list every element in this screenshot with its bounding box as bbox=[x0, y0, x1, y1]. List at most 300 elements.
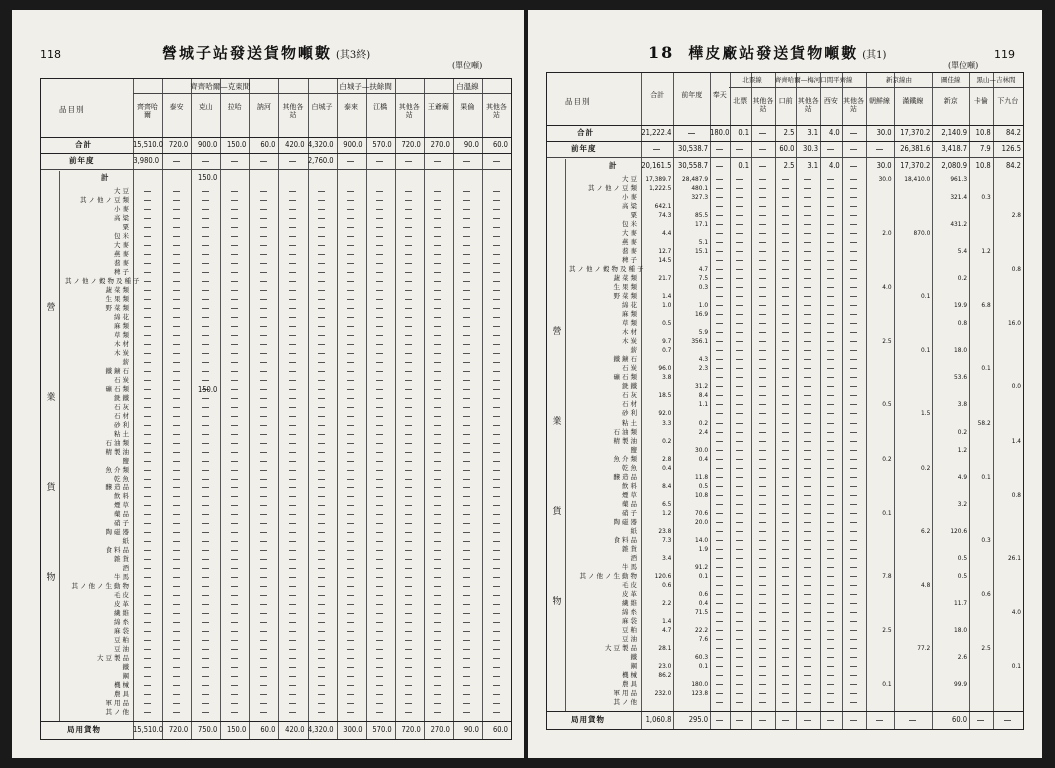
right-empty-cell bbox=[716, 215, 723, 216]
left-empty-cell bbox=[347, 479, 354, 480]
left-value-cell: 720.0 bbox=[401, 140, 421, 149]
right-item-label: 小麥 bbox=[622, 193, 639, 201]
left-empty-cell bbox=[405, 470, 412, 471]
left-empty-cell bbox=[347, 308, 354, 309]
left-empty-cell bbox=[376, 227, 383, 228]
left-empty-cell bbox=[347, 434, 354, 435]
left-empty-cell bbox=[376, 245, 383, 246]
left-empty-cell bbox=[144, 236, 151, 237]
right-empty-cell bbox=[827, 323, 834, 324]
right-empty-cell bbox=[736, 531, 743, 532]
left-empty-cell bbox=[202, 649, 209, 650]
right-side-label: 業 bbox=[552, 417, 562, 427]
left-empty-cell bbox=[173, 658, 180, 659]
left-empty-cell bbox=[434, 353, 441, 354]
right-empty-cell bbox=[827, 540, 834, 541]
left-empty-cell bbox=[202, 191, 209, 192]
left-empty-cell bbox=[405, 595, 412, 596]
left-col-divider bbox=[162, 79, 163, 739]
left-value-cell: 420.0 bbox=[285, 140, 305, 149]
left-empty-cell bbox=[493, 227, 500, 228]
left-empty-cell bbox=[289, 308, 296, 309]
left-empty-cell bbox=[463, 290, 470, 291]
right-empty-cell bbox=[716, 612, 723, 613]
left-empty-cell bbox=[202, 676, 209, 677]
right-item-label: 草類 bbox=[622, 319, 639, 328]
right-value-cell: 6.8 bbox=[981, 301, 991, 310]
right-empty-cell bbox=[804, 648, 811, 649]
right-empty-cell bbox=[716, 314, 723, 315]
right-empty-cell bbox=[782, 513, 789, 514]
right-empty-cell bbox=[827, 242, 834, 243]
right-empty-cell bbox=[759, 404, 766, 405]
left-item-label: 粘土 bbox=[114, 429, 131, 438]
left-empty-cell bbox=[463, 272, 470, 273]
left-empty-cell bbox=[434, 461, 441, 462]
right-empty-cell bbox=[782, 540, 789, 541]
right-item-label: 木炭 bbox=[622, 337, 639, 346]
right-value-cell: 7.6 bbox=[698, 634, 709, 643]
left-empty-cell bbox=[202, 371, 209, 372]
left-empty-cell bbox=[318, 272, 325, 273]
left-empty-cell bbox=[202, 236, 209, 237]
left-empty-cell bbox=[231, 541, 238, 542]
left-empty-cell bbox=[260, 416, 267, 417]
left-empty-cell bbox=[347, 362, 354, 363]
left-empty-cell bbox=[144, 389, 151, 390]
right-value-cell: 30,538.7 bbox=[678, 144, 709, 153]
left-column-header: 泰安 bbox=[169, 103, 184, 111]
left-empty-cell bbox=[231, 434, 238, 435]
right-empty-cell bbox=[759, 314, 766, 315]
right-empty-cell bbox=[804, 567, 811, 568]
left-empty-cell bbox=[463, 380, 470, 381]
right-col-divider bbox=[775, 73, 776, 729]
right-empty-cell bbox=[850, 702, 857, 703]
right-empty-cell bbox=[736, 323, 743, 324]
left-empty-cell bbox=[493, 568, 500, 569]
right-item-label: 鐵鑛石 bbox=[613, 355, 639, 364]
right-empty-cell bbox=[736, 332, 743, 333]
left-empty-cell bbox=[289, 335, 296, 336]
left-empty-cell bbox=[173, 622, 180, 623]
left-empty-cell bbox=[202, 559, 209, 560]
right-empty-cell bbox=[782, 314, 789, 315]
right-value-cell: 30.0 bbox=[878, 175, 892, 183]
left-empty-cell bbox=[434, 416, 441, 417]
left-empty-cell bbox=[289, 604, 296, 605]
left-page-title bbox=[162, 42, 370, 63]
right-value-cell: 16.0 bbox=[1007, 319, 1021, 328]
left-item-label: 石炭 bbox=[114, 375, 131, 384]
left-empty-cell bbox=[405, 218, 412, 219]
right-empty-cell bbox=[736, 359, 743, 360]
right-empty-cell bbox=[716, 423, 723, 424]
right-value-cell: 2.6 bbox=[957, 652, 968, 661]
left-empty-cell bbox=[405, 487, 412, 488]
left-empty-cell bbox=[202, 317, 209, 318]
right-empty-cell bbox=[716, 495, 723, 496]
right-empty-cell bbox=[759, 450, 766, 451]
right-empty-cell bbox=[759, 513, 766, 514]
left-empty-cell bbox=[231, 514, 238, 515]
right-value-cell: 0.5 bbox=[662, 319, 672, 328]
right-empty-cell bbox=[827, 386, 834, 387]
left-empty-cell bbox=[347, 667, 354, 668]
left-item-label: 綿糸 bbox=[114, 618, 131, 627]
right-empty-cell bbox=[850, 666, 857, 667]
right-empty-cell bbox=[782, 549, 789, 550]
left-empty-cell bbox=[231, 236, 238, 237]
left-empty-cell bbox=[260, 532, 267, 533]
right-empty-cell bbox=[850, 522, 857, 523]
left-empty-cell bbox=[318, 640, 325, 641]
left-empty-cell bbox=[463, 559, 470, 560]
left-empty-cell bbox=[144, 452, 151, 453]
left-item-label: 生果類 bbox=[105, 294, 131, 303]
right-empty-cell bbox=[736, 188, 743, 189]
right-row-divider bbox=[547, 141, 1023, 142]
left-empty-cell bbox=[260, 541, 267, 542]
left-value-cell: 750.0 bbox=[197, 725, 218, 734]
left-empty-cell bbox=[347, 281, 354, 282]
right-value-cell: 2,080.9 bbox=[941, 161, 968, 170]
right-empty-cell bbox=[736, 459, 743, 460]
right-empty-cell bbox=[736, 242, 743, 243]
left-empty-cell bbox=[318, 308, 325, 309]
left-empty-cell bbox=[144, 254, 151, 255]
left-empty-cell bbox=[260, 344, 267, 345]
right-value-cell: 15.1 bbox=[695, 247, 709, 256]
left-item-label: 蔬菜類 bbox=[105, 285, 131, 294]
left-column-header: 拉哈 bbox=[227, 103, 242, 111]
right-empty-cell bbox=[782, 459, 789, 460]
left-empty-cell bbox=[405, 550, 412, 551]
right-empty-cell bbox=[850, 305, 857, 306]
left-empty-cell bbox=[289, 613, 296, 614]
left-empty-cell bbox=[434, 335, 441, 336]
left-empty-cell bbox=[260, 308, 267, 309]
right-value-cell: 16.9 bbox=[695, 310, 709, 319]
left-empty-cell bbox=[376, 568, 383, 569]
left-empty-cell bbox=[405, 191, 412, 192]
right-item-label: 雜貨 bbox=[622, 544, 639, 553]
left-value-cell: 4,320.0 bbox=[307, 725, 334, 734]
right-item-label: 煙草 bbox=[622, 490, 639, 499]
right-empty-cell bbox=[782, 287, 789, 288]
left-item-label: 飲料 bbox=[114, 492, 131, 501]
left-empty-cell bbox=[376, 505, 383, 506]
left-empty-cell bbox=[231, 452, 238, 453]
right-empty-cell bbox=[850, 287, 857, 288]
left-empty-cell bbox=[144, 362, 151, 363]
right-empty-cell bbox=[736, 287, 743, 288]
right-empty-cell bbox=[804, 522, 811, 523]
right-empty-cell bbox=[850, 504, 857, 505]
right-item-label: 石油類 bbox=[613, 427, 639, 436]
right-empty-cell bbox=[827, 314, 834, 315]
left-empty-cell bbox=[493, 263, 500, 264]
left-empty-cell bbox=[231, 703, 238, 704]
right-empty-cell bbox=[736, 477, 743, 478]
right-group-underline bbox=[932, 87, 969, 88]
right-empty-cell bbox=[759, 197, 766, 198]
right-empty-cell bbox=[759, 242, 766, 243]
right-value-cell: 26.1 bbox=[1007, 553, 1021, 562]
left-value-cell: 2,760.0 bbox=[307, 156, 334, 165]
left-empty-cell bbox=[405, 326, 412, 327]
right-empty-cell bbox=[782, 468, 789, 469]
left-empty-cell bbox=[463, 452, 470, 453]
right-col-divider bbox=[842, 73, 843, 729]
left-empty-cell bbox=[144, 371, 151, 372]
right-value-cell: 642.1 bbox=[654, 202, 672, 211]
right-value-cell: 4.0 bbox=[828, 161, 840, 170]
right-empty-cell bbox=[827, 684, 834, 685]
left-empty-cell bbox=[434, 622, 441, 623]
right-empty-cell bbox=[736, 251, 743, 252]
right-empty-cell bbox=[716, 666, 723, 667]
left-empty-cell bbox=[231, 461, 238, 462]
left-empty-cell bbox=[289, 703, 296, 704]
left-column-header: 白城子 bbox=[311, 103, 333, 111]
left-value-cell: 270.0 bbox=[430, 725, 450, 734]
right-value-cell: 17,389.7 bbox=[645, 175, 672, 183]
right-item-label: 鐵 bbox=[630, 652, 639, 661]
right-empty-cell bbox=[736, 269, 743, 270]
right-empty-cell bbox=[716, 531, 723, 532]
left-item-divider bbox=[59, 171, 60, 721]
right-value-cell: 0.5 bbox=[957, 571, 968, 580]
right-empty-cell bbox=[759, 657, 766, 658]
left-empty-cell bbox=[231, 550, 238, 551]
left-empty-cell bbox=[231, 218, 238, 219]
left-empty-cell bbox=[173, 407, 180, 408]
right-empty-cell bbox=[759, 341, 766, 342]
left-empty-cell bbox=[144, 200, 151, 201]
right-value-cell: 232.0 bbox=[654, 689, 672, 697]
left-side-label: 物 bbox=[46, 573, 56, 583]
left-empty-cell bbox=[144, 308, 151, 309]
left-empty-cell bbox=[463, 254, 470, 255]
right-value-cell: 3.2 bbox=[957, 499, 968, 508]
right-empty-cell bbox=[782, 404, 789, 405]
right-empty-cell bbox=[850, 459, 857, 460]
left-empty-cell bbox=[405, 604, 412, 605]
left-empty-cell bbox=[289, 218, 296, 219]
right-empty-cell bbox=[759, 215, 766, 216]
left-empty-cell bbox=[463, 335, 470, 336]
right-value-cell: 19.9 bbox=[954, 301, 968, 310]
right-value-cell: 2.3 bbox=[698, 364, 709, 373]
left-empty-cell bbox=[347, 694, 354, 695]
left-empty-cell bbox=[405, 272, 412, 273]
right-empty-cell bbox=[716, 477, 723, 478]
left-empty-cell bbox=[463, 667, 470, 668]
left-empty-cell bbox=[493, 541, 500, 542]
left-empty-cell bbox=[289, 362, 296, 363]
right-empty-cell bbox=[716, 648, 723, 649]
right-empty-cell bbox=[804, 603, 811, 604]
left-empty-cell bbox=[318, 362, 325, 363]
left-empty-cell bbox=[434, 496, 441, 497]
left-empty-cell bbox=[434, 344, 441, 345]
left-empty-cell bbox=[463, 317, 470, 318]
right-value-cell: 2.4 bbox=[698, 427, 709, 436]
left-empty-cell bbox=[289, 631, 296, 632]
left-empty-cell bbox=[289, 550, 296, 551]
left-value-cell: 570.0 bbox=[372, 725, 392, 734]
right-empty-cell bbox=[759, 675, 766, 676]
right-empty-cell bbox=[782, 477, 789, 478]
left-empty-cell bbox=[318, 694, 325, 695]
right-value-cell: 1.1 bbox=[698, 400, 709, 409]
right-empty-cell bbox=[827, 413, 834, 414]
right-value-cell: 1,060.8 bbox=[645, 715, 672, 724]
left-empty-cell bbox=[376, 398, 383, 399]
left-empty-cell bbox=[376, 272, 383, 273]
left-empty-cell bbox=[434, 326, 441, 327]
left-empty-cell bbox=[405, 299, 412, 300]
left-empty-cell bbox=[318, 443, 325, 444]
left-empty-cell bbox=[347, 299, 354, 300]
right-item-label: 石灰 bbox=[622, 391, 639, 400]
right-empty-cell bbox=[736, 585, 743, 586]
left-empty-cell bbox=[463, 640, 470, 641]
right-value-cell: 0.2 bbox=[921, 463, 931, 472]
right-item-label: 鋼 bbox=[630, 661, 639, 670]
right-empty-cell bbox=[716, 558, 723, 559]
right-empty-cell bbox=[716, 166, 723, 167]
right-empty-cell bbox=[827, 404, 834, 405]
right-empty-cell bbox=[759, 486, 766, 487]
right-empty-cell bbox=[804, 459, 811, 460]
right-empty-cell bbox=[716, 450, 723, 451]
right-value-cell: 0.2 bbox=[662, 436, 672, 445]
right-empty-cell bbox=[804, 395, 811, 396]
left-empty-cell bbox=[289, 640, 296, 641]
right-empty-cell bbox=[759, 206, 766, 207]
left-empty-cell bbox=[318, 353, 325, 354]
left-empty-cell bbox=[347, 245, 354, 246]
left-empty-cell bbox=[434, 658, 441, 659]
right-empty-cell bbox=[716, 350, 723, 351]
right-value-cell: 0.2 bbox=[882, 454, 892, 463]
left-empty-cell bbox=[376, 631, 383, 632]
left-value-cell: 420.0 bbox=[285, 725, 305, 734]
right-empty-cell bbox=[736, 603, 743, 604]
left-empty-cell bbox=[202, 541, 209, 542]
left-empty-cell bbox=[347, 595, 354, 596]
left-empty-cell bbox=[260, 434, 267, 435]
right-item-label: 乾魚 bbox=[622, 463, 639, 472]
left-empty-cell bbox=[318, 479, 325, 480]
right-value-cell: 4.0 bbox=[1011, 607, 1021, 616]
right-value-cell: 2.8 bbox=[662, 454, 672, 463]
left-empty-cell bbox=[260, 676, 267, 677]
right-empty-cell bbox=[736, 693, 743, 694]
right-value-cell: 8.4 bbox=[662, 481, 672, 490]
left-empty-cell bbox=[144, 398, 151, 399]
right-empty-cell bbox=[782, 413, 789, 414]
right-item-label: 石材 bbox=[622, 400, 639, 409]
right-empty-cell bbox=[736, 305, 743, 306]
left-empty-cell bbox=[434, 712, 441, 713]
right-value-cell: 5.9 bbox=[698, 328, 709, 337]
left-empty-cell bbox=[347, 703, 354, 704]
left-group-underline bbox=[424, 93, 511, 94]
left-empty-cell bbox=[318, 461, 325, 462]
right-empty-cell bbox=[782, 486, 789, 487]
right-empty-cell bbox=[736, 233, 743, 234]
left-empty-cell bbox=[173, 604, 180, 605]
left-empty-cell bbox=[144, 290, 151, 291]
left-empty-cell bbox=[289, 263, 296, 264]
right-empty-cell bbox=[759, 296, 766, 297]
left-empty-cell bbox=[463, 191, 470, 192]
right-empty-cell bbox=[759, 702, 766, 703]
right-col-divider bbox=[969, 73, 970, 729]
right-group-header: 圖佳線 bbox=[940, 76, 961, 84]
left-row-label: 合計 bbox=[75, 140, 92, 149]
left-value-cell: 720.0 bbox=[401, 725, 421, 734]
right-empty-cell bbox=[759, 567, 766, 568]
right-value-cell: 0.6 bbox=[662, 580, 672, 589]
left-empty-cell bbox=[405, 586, 412, 587]
left-empty-cell bbox=[463, 326, 470, 327]
right-empty-cell bbox=[736, 314, 743, 315]
left-item-label: 皮革 bbox=[114, 600, 131, 609]
right-empty-cell bbox=[804, 233, 811, 234]
right-empty-cell bbox=[759, 278, 766, 279]
left-empty-cell bbox=[493, 236, 500, 237]
left-empty-cell bbox=[231, 586, 238, 587]
left-item-label: 麻類 bbox=[114, 321, 131, 330]
left-item-label: 其ノ他ノ穀物及種子 bbox=[65, 276, 142, 285]
left-item-label: 雜貨 bbox=[114, 555, 131, 564]
right-empty-cell bbox=[759, 639, 766, 640]
left-empty-cell bbox=[405, 200, 412, 201]
right-empty-cell bbox=[716, 441, 723, 442]
right-empty-cell bbox=[736, 504, 743, 505]
left-empty-cell bbox=[347, 353, 354, 354]
right-empty-cell bbox=[850, 693, 857, 694]
right-value-cell: 3.3 bbox=[662, 418, 672, 427]
left-empty-cell bbox=[289, 326, 296, 327]
left-row-divider bbox=[41, 169, 511, 170]
left-item-label: 精製油 bbox=[105, 447, 131, 456]
right-empty-cell bbox=[850, 350, 857, 351]
left-empty-cell bbox=[434, 218, 441, 219]
right-item-label: 毛皮 bbox=[622, 580, 639, 589]
right-value-cell: 18.0 bbox=[954, 346, 968, 355]
right-value-cell: 8.4 bbox=[698, 391, 709, 400]
left-empty-cell bbox=[260, 505, 267, 506]
left-empty-cell bbox=[347, 604, 354, 605]
left-empty-cell bbox=[493, 398, 500, 399]
left-empty-cell bbox=[318, 667, 325, 668]
left-empty-cell bbox=[144, 425, 151, 426]
right-group-header: 北票線 bbox=[742, 76, 762, 84]
left-empty-cell bbox=[405, 532, 412, 533]
left-empty-cell bbox=[347, 685, 354, 686]
left-empty-cell bbox=[463, 461, 470, 462]
right-item-label: 豆粕 bbox=[622, 625, 639, 634]
right-empty-cell bbox=[804, 585, 811, 586]
left-group-header: 白城子—扶餘間 bbox=[339, 82, 392, 91]
right-empty-cell bbox=[827, 368, 834, 369]
left-empty-cell bbox=[173, 281, 180, 282]
